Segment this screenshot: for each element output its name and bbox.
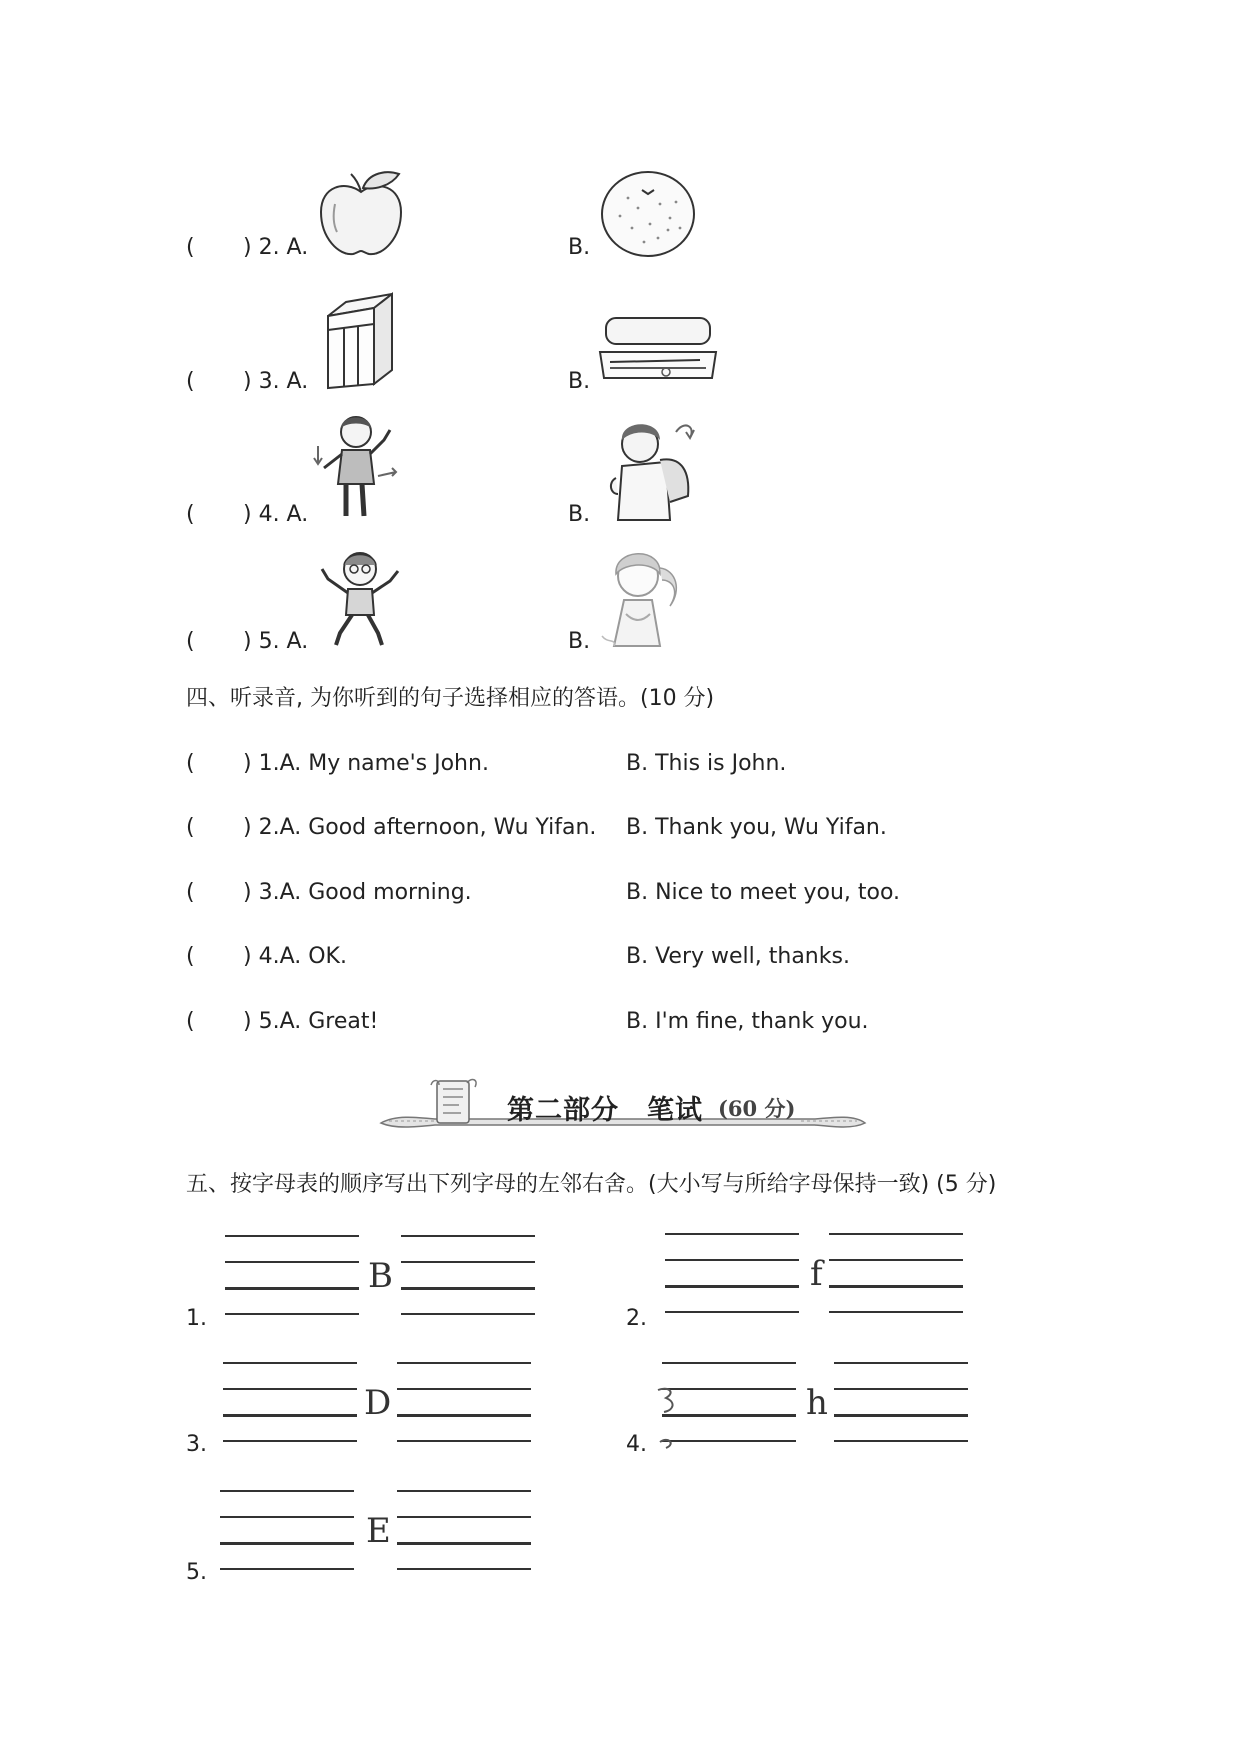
option-a: ) 1.A. My name's John.	[243, 751, 489, 776]
option-b: B. Very well, thanks.	[626, 944, 850, 969]
writing-line	[223, 1440, 357, 1442]
writing-line	[401, 1313, 535, 1315]
boy-with-bag-icon	[600, 412, 700, 522]
writing-line-baseline[interactable]	[665, 1285, 799, 1288]
writing-line	[665, 1233, 799, 1235]
writing-line	[220, 1516, 354, 1518]
option-b-label: B.	[568, 629, 591, 654]
option-b: B. This is John.	[626, 751, 787, 776]
boy-dancing-icon	[318, 545, 404, 651]
pencil-box-icon	[596, 312, 720, 384]
option-a: ) 4.A. OK.	[243, 944, 347, 969]
pencil-mark-icon	[654, 1384, 684, 1454]
writing-line	[397, 1516, 531, 1518]
boy-turning-icon	[312, 410, 404, 520]
option-a: ) 5.A. Great!	[243, 1009, 379, 1034]
writing-line	[397, 1440, 531, 1442]
answer-paren-open: (	[186, 1009, 195, 1034]
answer-paren-open: (	[186, 369, 195, 394]
option-a: ) 3.A. Good morning.	[243, 880, 472, 905]
question-label: ) 2. A.	[243, 235, 309, 260]
question-label: ) 3. A.	[243, 369, 309, 394]
answer-paren-open: (	[186, 880, 195, 905]
given-letter: B	[368, 1256, 393, 1296]
given-letter: h	[806, 1383, 828, 1423]
writing-line	[829, 1233, 963, 1235]
writing-line-baseline[interactable]	[834, 1414, 968, 1417]
writing-line-baseline[interactable]	[220, 1542, 354, 1545]
writing-line	[401, 1235, 535, 1237]
given-letter: f	[810, 1254, 823, 1294]
apple-icon	[315, 168, 407, 260]
writing-line	[220, 1490, 354, 1492]
writing-line-baseline[interactable]	[223, 1414, 357, 1417]
answer-paren-open: (	[186, 629, 195, 654]
writing-line-baseline[interactable]	[225, 1287, 359, 1290]
section-banner-title: 第二部分 笔试	[507, 1095, 703, 1126]
item-number: 4.	[626, 1432, 647, 1457]
writing-line	[397, 1490, 531, 1492]
option-a: ) 2.A. Good afternoon, Wu Yifan.	[243, 815, 597, 840]
section-banner-score: (60 分)	[718, 1096, 796, 1121]
orange-icon	[598, 168, 698, 258]
given-letter: E	[366, 1511, 391, 1551]
writing-line-baseline[interactable]	[829, 1285, 963, 1288]
writing-line	[834, 1388, 968, 1390]
writing-line	[225, 1261, 359, 1263]
answer-paren-open: (	[186, 751, 195, 776]
writing-line	[397, 1362, 531, 1364]
option-b-label: B.	[568, 502, 591, 527]
writing-line-baseline[interactable]	[397, 1542, 531, 1545]
writing-line	[225, 1313, 359, 1315]
writing-line	[662, 1362, 796, 1364]
writing-line	[829, 1311, 963, 1313]
question-label: ) 4. A.	[243, 502, 309, 527]
option-b: B. I'm fine, thank you.	[626, 1009, 869, 1034]
writing-line	[223, 1388, 357, 1390]
writing-line	[397, 1388, 531, 1390]
writing-line	[397, 1568, 531, 1570]
section5-heading: 五、按字母表的顺序写出下列字母的左邻右舍。(大小写与所给字母保持一致) (5 分)	[186, 1172, 997, 1197]
writing-line	[665, 1259, 799, 1261]
answer-paren-open: (	[186, 944, 195, 969]
option-b: B. Nice to meet you, too.	[626, 880, 901, 905]
item-number: 2.	[626, 1306, 647, 1331]
girl-icon	[596, 540, 696, 652]
option-b-label: B.	[568, 235, 591, 260]
item-number: 1.	[186, 1306, 207, 1331]
option-b-label: B.	[568, 369, 591, 394]
question-label: ) 5. A.	[243, 629, 309, 654]
writing-line	[829, 1259, 963, 1261]
writing-line	[834, 1440, 968, 1442]
option-b: B. Thank you, Wu Yifan.	[626, 815, 887, 840]
writing-line	[220, 1568, 354, 1570]
writing-line-baseline[interactable]	[401, 1287, 535, 1290]
answer-paren-open: (	[186, 235, 195, 260]
writing-line	[223, 1362, 357, 1364]
writing-line-baseline[interactable]	[397, 1414, 531, 1417]
answer-paren-open: (	[186, 502, 195, 527]
given-letter: D	[364, 1383, 392, 1423]
answer-paren-open: (	[186, 815, 195, 840]
writing-line	[665, 1311, 799, 1313]
writing-line	[834, 1362, 968, 1364]
item-number: 3.	[186, 1432, 207, 1457]
writing-line	[225, 1235, 359, 1237]
writing-line	[401, 1261, 535, 1263]
item-number: 5.	[186, 1560, 207, 1585]
section4-heading: 四、听录音, 为你听到的句子选择相应的答语。(10 分)	[186, 686, 715, 711]
eraser-icon	[318, 290, 398, 390]
